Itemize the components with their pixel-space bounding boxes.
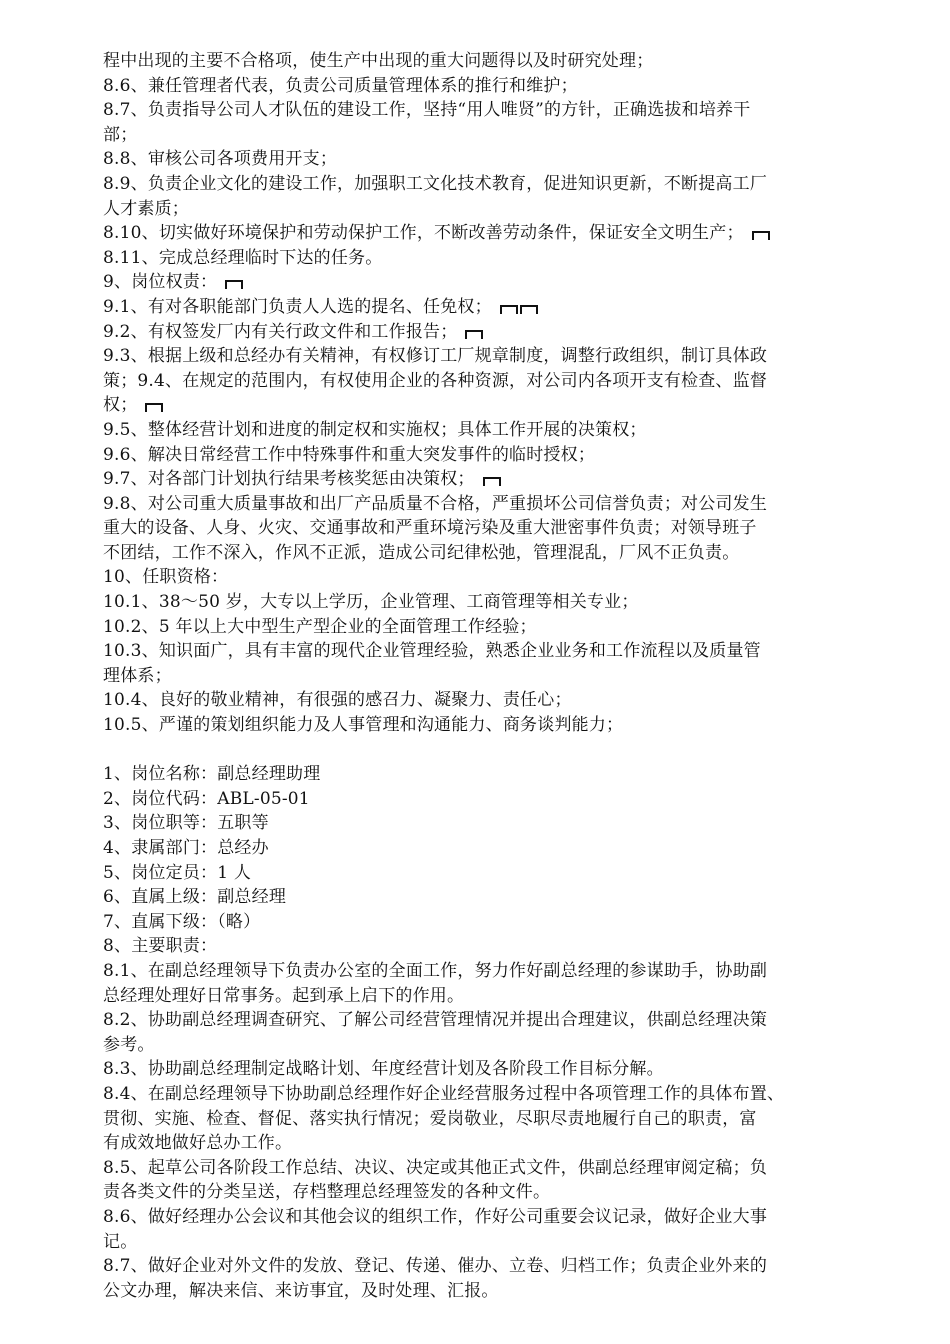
line-text: 10.5、严谨的策划组织能力及人事管理和沟通能力、商务谈判能力； bbox=[103, 715, 624, 736]
line-text: 8.1、在副总经理领导下负责办公室的全面工作，努力作好副总经理的参谋助手，协助副 bbox=[103, 960, 768, 981]
document-line bbox=[103, 270, 853, 295]
document-line bbox=[103, 1107, 853, 1132]
line-text: 8.11、完成总经理临时下达的任务。 bbox=[103, 247, 383, 268]
document-line bbox=[103, 1156, 853, 1181]
line-text: 策；9.4、在规定的范围内，有权使用企业的各种资源，对公司内各项开支有检查、监督 bbox=[103, 370, 768, 391]
document-line bbox=[103, 984, 853, 1009]
document-line bbox=[103, 295, 853, 320]
line-text: 1、岗位名称：副总经理助理 bbox=[103, 764, 321, 785]
line-text: 8.7、负责指导公司人才队伍的建设工作，坚持“用人唯贤”的方针，正确选拔和培养干 bbox=[103, 100, 751, 121]
document-line bbox=[103, 541, 853, 566]
line-text: 公文办理，解决来信、来访事宜，及时处理、汇报。 bbox=[103, 1280, 499, 1301]
line-text: 8.6、做好经理办公会议和其他会议的组织工作，作好公司重要会议记录，做好企业大事 bbox=[103, 1206, 768, 1227]
line-text: 8.6、兼任管理者代表，负责公司质量管理体系的推行和维护； bbox=[103, 75, 578, 96]
document-line bbox=[103, 1033, 853, 1058]
line-text: 9.7、对各部门计划执行结果考核奖惩由决策权； bbox=[103, 469, 475, 490]
line-text: 8.2、协助副总经理调查研究、了解公司经营管理情况并提出合理建议，供副总经理决策 bbox=[103, 1010, 768, 1031]
line-text: 8.5、起草公司各阶段工作总结、决议、决定或其他正式文件，供副总经理审阅定稿；负 bbox=[103, 1157, 768, 1178]
bracket-mark bbox=[520, 305, 538, 314]
line-text: 9.6、解决日常经营工作中特殊事件和重大突发事件的临时授权； bbox=[103, 444, 596, 465]
document-line bbox=[103, 590, 853, 615]
document-line bbox=[103, 861, 853, 886]
document-line bbox=[103, 1230, 853, 1255]
line-text: 8.8、审核公司各项费用开支； bbox=[103, 149, 338, 170]
line-text: 总经理处理好日常事务。起到承上启下的作用。 bbox=[103, 985, 465, 1006]
line-text: 人才素质； bbox=[103, 198, 189, 219]
line-text: 程中出现的主要不合格项，使生产中出现的重大问题得以及时研究处理； bbox=[103, 51, 654, 71]
line-text: 责各类文件的分类呈送，存档整理总经理签发的各种文件。 bbox=[103, 1182, 551, 1203]
document-line bbox=[103, 221, 853, 246]
document-line bbox=[103, 492, 853, 517]
document-line bbox=[103, 688, 853, 713]
document-line bbox=[103, 639, 853, 664]
document-line bbox=[103, 1279, 853, 1304]
line-text: 10.4、良好的敬业精神，有很强的感召力、凝聚力、责任心； bbox=[103, 690, 572, 711]
document-line bbox=[103, 98, 853, 123]
line-text: 10.3、知识面广，具有丰富的现代企业管理经验，熟悉企业业务和工作流程以及质量管 bbox=[103, 641, 761, 662]
document-line bbox=[103, 369, 853, 394]
document-line bbox=[103, 664, 853, 689]
document-line bbox=[103, 49, 853, 74]
document-line bbox=[103, 762, 853, 787]
line-text: 不团结，工作不深入，作风不正派，造成公司纪律松弛，管理混乱，厂风不正负责。 bbox=[103, 542, 740, 563]
line-text: 9.5、整体经营计划和进度的制定权和实施权；具体工作开展的决策权； bbox=[103, 419, 647, 440]
line-text: 9.3、根据上级和总经办有关精神，有权修订工厂规章制度，调整行政组织，制订具体政 bbox=[103, 346, 768, 367]
document-line bbox=[103, 811, 853, 836]
line-text: 3、岗位职等：五职等 bbox=[103, 813, 269, 834]
document-line bbox=[103, 615, 853, 640]
document-line bbox=[103, 320, 853, 345]
bracket-mark bbox=[465, 330, 483, 339]
document-line bbox=[103, 197, 853, 222]
document-line bbox=[103, 246, 853, 271]
line-text: 10.1、38～50 岁，大专以上学历，企业管理、工商管理等相关专业； bbox=[103, 592, 639, 613]
document-line bbox=[103, 1205, 853, 1230]
bracket-mark bbox=[225, 280, 243, 289]
bracket-mark bbox=[145, 403, 163, 412]
document-line bbox=[103, 1131, 853, 1156]
blank-line bbox=[103, 738, 853, 763]
line-text: 7、直属下级：（略） bbox=[103, 911, 261, 932]
document-line bbox=[103, 1180, 853, 1205]
document-line bbox=[103, 836, 853, 861]
document-line bbox=[103, 467, 853, 492]
document-line bbox=[103, 172, 853, 197]
line-text: 理体系； bbox=[103, 665, 172, 686]
line-text: 9.1、有对各职能部门负责人人选的提名、任免权； bbox=[103, 296, 492, 317]
document-line bbox=[103, 344, 853, 369]
line-text: 重大的设备、人身、火灾、交通事故和严重环境污染及重大泄密事件负责；对领导班子 bbox=[103, 518, 757, 539]
document-line bbox=[103, 713, 853, 738]
line-text: 贯彻、实施、检查、督促、落实执行情况；爱岗敬业，尽职尽责地履行自己的职责，富 bbox=[103, 1108, 757, 1129]
document-line bbox=[103, 885, 853, 910]
line-text: 部； bbox=[103, 124, 138, 145]
line-text: 参考。 bbox=[103, 1034, 155, 1055]
document-line bbox=[103, 418, 853, 443]
document-line bbox=[103, 959, 853, 984]
line-text: 有成效地做好总办工作。 bbox=[103, 1133, 293, 1154]
line-text: 5、岗位定员：1 人 bbox=[103, 862, 252, 883]
document-line bbox=[103, 1057, 853, 1082]
document-line bbox=[103, 123, 853, 148]
line-text: 8、主要职责： bbox=[103, 936, 218, 957]
line-text: 9.2、有权签发厂内有关行政文件和工作报告； bbox=[103, 321, 458, 342]
document-line bbox=[103, 934, 853, 959]
line-text: 8.10、切实做好环境保护和劳动保护工作，不断改善劳动条件，保证安全文明生产； bbox=[103, 223, 744, 244]
document-line bbox=[103, 565, 853, 590]
line-text: 8.3、协助副总经理制定战略计划、年度经营计划及各阶段工作目标分解。 bbox=[103, 1059, 664, 1080]
line-text: 9、岗位权责： bbox=[103, 272, 218, 293]
line-text: 8.4、在副总经理领导下协助副总经理作好企业经营服务过程中各项管理工作的具体布置、 bbox=[103, 1083, 785, 1104]
document-line bbox=[103, 147, 853, 172]
document-line bbox=[103, 910, 853, 935]
line-text: 2、岗位代码：ABL-05-01 bbox=[103, 788, 310, 809]
line-text: 权； bbox=[103, 395, 138, 416]
bracket-mark bbox=[500, 305, 518, 314]
document-body bbox=[103, 49, 853, 1303]
document-line bbox=[103, 393, 853, 418]
line-text: 8.9、负责企业文化的建设工作，加强职工文化技术教育，促进知识更新，不断提高工厂 bbox=[103, 173, 768, 194]
document-line bbox=[103, 516, 853, 541]
line-text: 10.2、5 年以上大中型生产型企业的全面管理工作经验； bbox=[103, 616, 537, 637]
document-line bbox=[103, 1082, 853, 1107]
line-text: 8.7、做好企业对外文件的发放、登记、传递、催办、立卷、归档工作；负责企业外来的 bbox=[103, 1256, 768, 1277]
document-line bbox=[103, 787, 853, 812]
document-line bbox=[103, 443, 853, 468]
document-line bbox=[103, 1254, 853, 1279]
line-text: 10、任职资格： bbox=[103, 567, 229, 588]
bracket-mark bbox=[752, 231, 770, 240]
line-text: 4、隶属部门：总经办 bbox=[103, 838, 269, 858]
document-line bbox=[103, 1008, 853, 1033]
line-text: 9.8、对公司重大质量事故和出厂产品质量不合格，严重损坏公司信誉负责；对公司发生 bbox=[103, 493, 768, 514]
line-text: 记。 bbox=[103, 1231, 138, 1252]
line-text: 6、直属上级：副总经理 bbox=[103, 887, 287, 908]
bracket-mark bbox=[483, 477, 501, 486]
document-line bbox=[103, 74, 853, 99]
